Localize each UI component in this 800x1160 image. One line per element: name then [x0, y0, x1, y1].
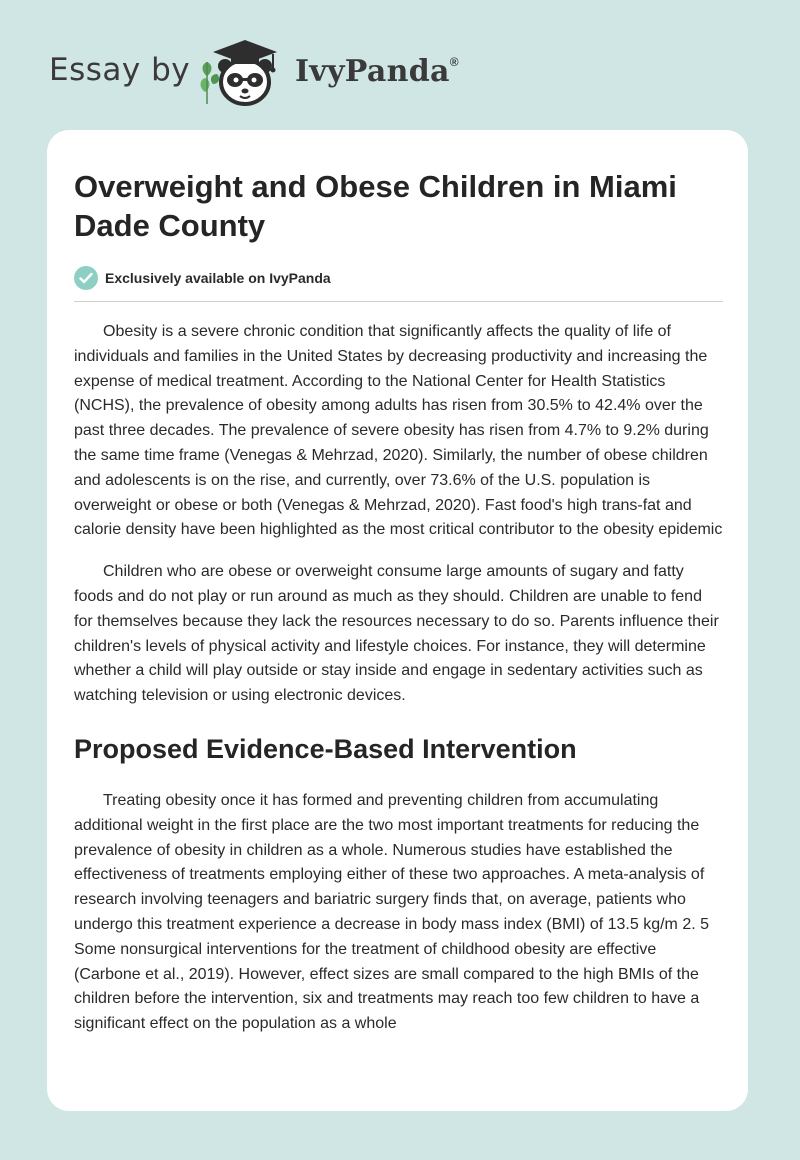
- section-heading: Proposed Evidence-Based Intervention: [74, 733, 577, 764]
- registered-mark: ®: [449, 55, 459, 69]
- article-title: Overweight and Obese Children in Miami Dade County: [74, 169, 677, 243]
- site-header: [49, 36, 509, 108]
- brand-name[interactable]: [295, 54, 459, 89]
- article-card: [47, 130, 748, 1111]
- paragraph: Children who are obese or overweight consume large amounts of sugary and fatty foods and do not play or run around as much as they should. Children are unable to fend for themselves because they lack the resources necessary to do so. Parents influence their children's levels of physical activity and lifestyle choices. For instance, they will determine whether a child will play outside or stay inside and engage in sedentary activities such as watching television or using electronic devices.: [74, 563, 719, 705]
- paragraph: Treating obesity once it has formed and preventing children from accumulating additional weight in the first place are the two most important treatments for reducing the prevalence of obesity in children as a whole. Numerous studies have established the effectiveness of treatments employing either of these two approaches. A meta-analysis of research involving teenagers and bariatric surgery finds that, on average, patients who undergo this treatment experience a decrease in body mass index (BMI) of 13.5 kg/m 2. 5 Some nonsurgical interventions for the treatment of childhood obesity are effective (Carbone et al., 2019). However, effect sizes are small compared to the high BMIs of the children before the intervention, six and treatments may reach too few children to have a significant effect on the population as a whole: [74, 791, 709, 1033]
- article-content: [74, 167, 724, 1037]
- exclusive-badge: [74, 264, 724, 292]
- exclusive-badge-text: Exclusively available on IvyPanda: [105, 270, 331, 286]
- essay-by-label: Essay by: [49, 52, 191, 88]
- panda-logo-icon[interactable]: [199, 36, 291, 108]
- divider: [74, 301, 723, 302]
- paragraph: Obesity is a severe chronic condition that significantly affects the quality of life of individuals and families in the United States by decreasing productivity and increasing the expense of medical treatment. According to the National Center for Health Statistics (NCHS), the prevalence of obesity among adults has risen from 30.5% to 42.4% over the past three decades. The prevalence of severe obesity has risen from 4.7% to 9.2% during the same time frame (Venegas & Mehrzad, 2020). Similarly, the number of obese children and adolescents is on the rise, and currently, over 73.6% of the U.S. population is overweight or obese or both (Venegas & Mehrzad, 2020). Fast food's high trans-fat and calorie density have been highlighted as the most critical contributor to the obesity epidemic: [74, 323, 723, 539]
- check-circle-icon: [74, 266, 98, 290]
- brand-text: IvyPanda: [295, 54, 450, 89]
- ivy-leaf-icon: [201, 62, 220, 104]
